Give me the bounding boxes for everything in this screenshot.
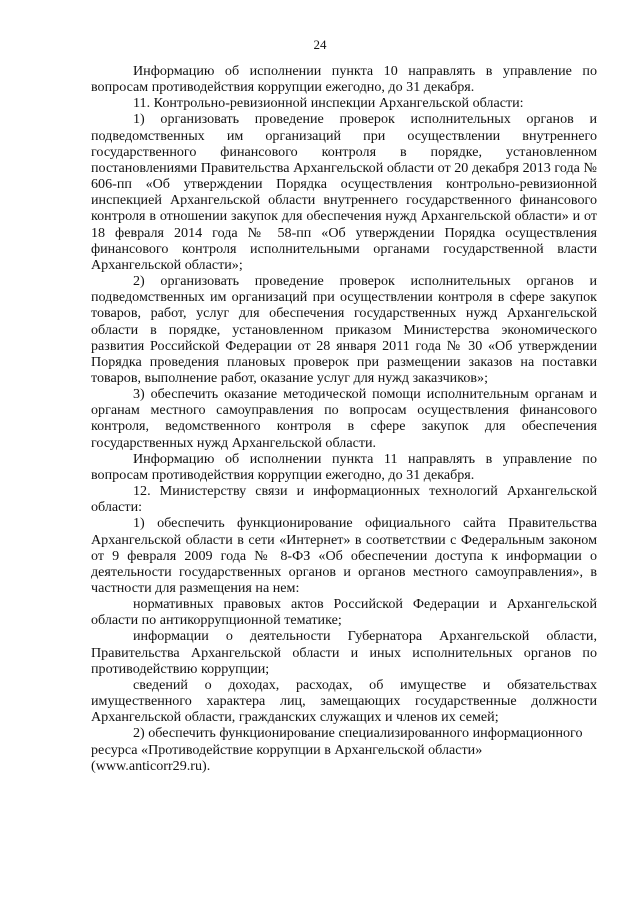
paragraph-12-1-income-info: сведений о доходах, расходах, об имуществе и обязательствах имущественного характера лиц, замещающих государственные должности Архангельской области, гражданских служащих и членов их семей; (91, 676, 597, 726)
paragraph-section-11-heading: 11. Контрольно-ревизионной инспекции Архангельской области: (133, 95, 524, 112)
paragraph-section-12-heading: 12. Министерству связи и информационных технологий Архангельской области: (91, 483, 597, 516)
paragraph-12-1-governor-info: информации о деятельности Губернатора Архангельской области, Правительства Архангельской области и иных исполнительных органов по противодействию коррупции; (91, 628, 597, 677)
paragraph-11-3: 3) обеспечить оказание методической помощи исполнительным органам и органам местного самоуправления по вопросам осуществления финансового контроля, ведомственного контроля в сфере закупок для обеспечения государственных нужд Архангельской области. (91, 386, 597, 451)
paragraph-item11-report: Информацию об исполнении пункта 11 направлять в управление по вопросам противодействия коррупции ежегодно, до 31 декабря. (91, 450, 597, 483)
paragraph-11-2: 2) организовать проведение проверок исполнительных органов и подведомственных им организаций при осуществлении контроля в сфере закупок товаров, работ, услуг для обеспечения государственных нужд Архангельской области в порядке, установленном приказом Министерства экономического развития Российской Федерации от 28 января 2011 года № 30 «Об утверждении Порядка проведения плановых проверок при размещении заказов на поставки товаров, выполнение работ, оказание услуг для нужд заказчиков»; (91, 273, 597, 386)
paragraph-12-1-normative-acts: нормативных правовых актов Российской Федерации и Архангельской области по антикоррупционной тематике; (91, 596, 597, 629)
document-body (91, 63, 597, 774)
page-number: 24 (313, 37, 327, 52)
paragraph-item10-report: Информацию об исполнении пункта 10 направлять в управление по вопросам противодействия коррупции ежегодно, до 31 декабря. (91, 63, 597, 96)
paragraph-12-2: 2) обеспечить функционирование специализированного информационного ресурса «Противодействие коррупции в Архангельской области» (www.anticorr29.ru). (91, 725, 583, 774)
paragraph-12-1: 1) обеспечить функционирование официального сайта Правительства Архангельской области в сети «Интернет» в соответствии с Федеральным законом от 9 февраля 2009 года № 8-ФЗ «Об обеспечении доступа к информации о деятельности государственных органов и органов местного самоуправления», в частности для размещения на нем: (91, 515, 597, 596)
paragraph-11-1: 1) организовать проведение проверок исполнительных органов и подведомственных им организаций при осуществлении внутреннего государственного финансового контроля в порядке, установленном постановлениями Правительства Архангельской области от 20 декабря 2013 года № 606-пп «Об утверждении Порядка осуществления контрольно-ревизионной инспекцией Архангельской области внутреннего государственного финансового контроля в отношении закупок для обеспечения нужд Архангельской области» и от 18 февраля 2014 года № 58-пп «Об утверждении Порядка осуществления финансового контроля исполнительными органами государственной власти Архангельской области»; (91, 111, 597, 273)
